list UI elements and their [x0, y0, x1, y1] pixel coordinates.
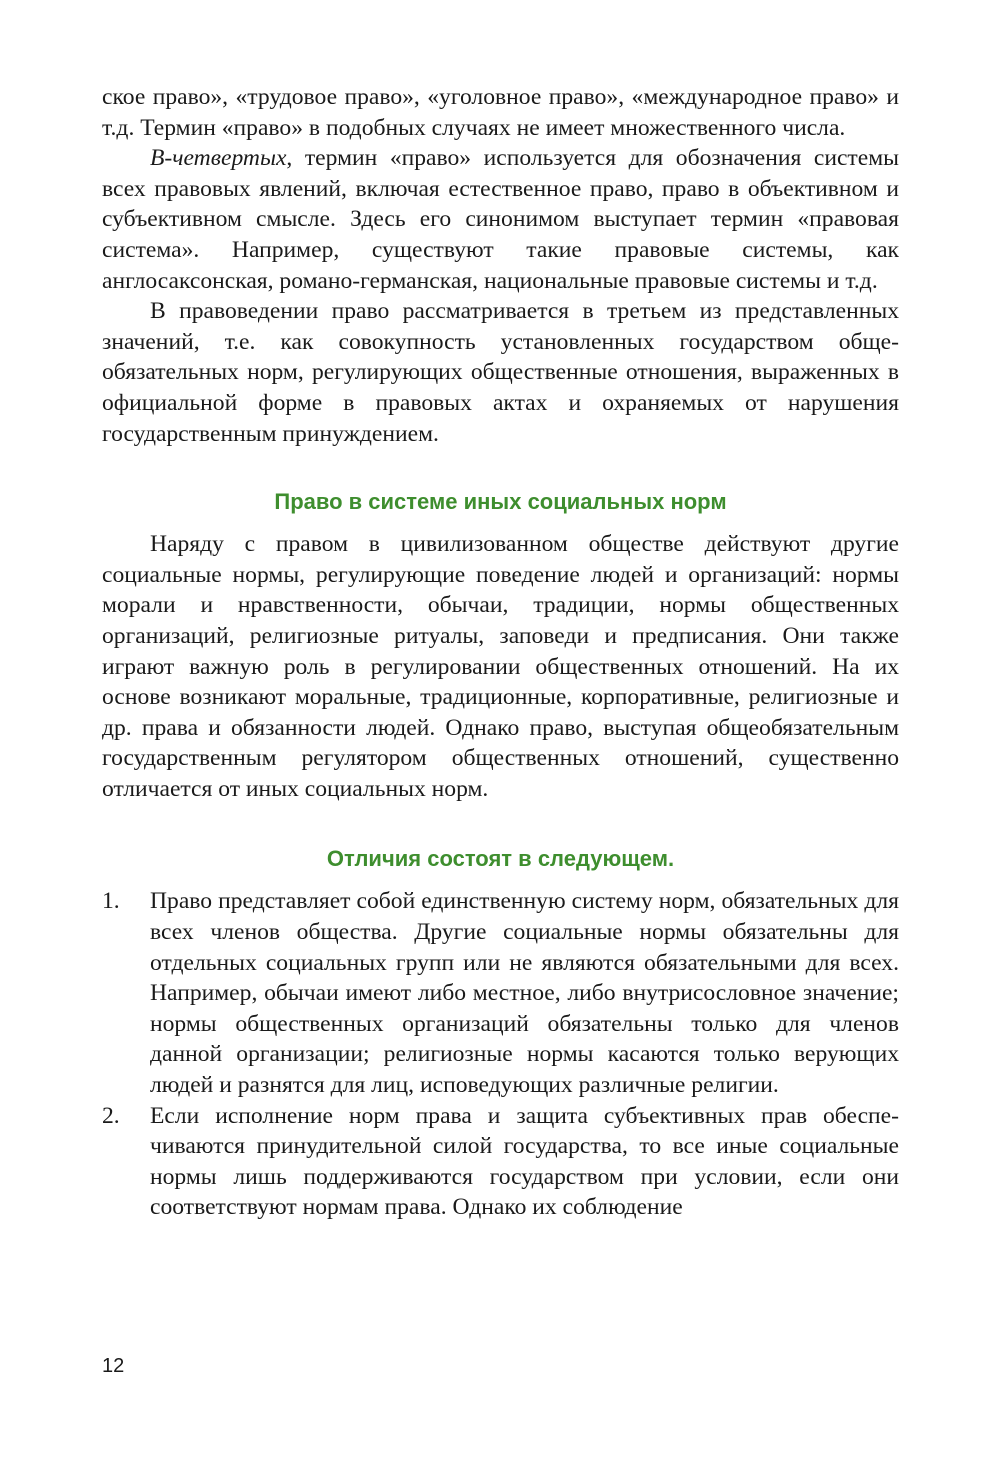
section-heading-differences: Отличия состоят в следующем.	[326, 846, 675, 872]
paragraph-text: , термин «право» используется для обозначения системы всех правовых явлений, включая естественное право, право в объективном и субъективном смысле. Здесь его синонимом выступает термин «правовая система». Например, существуют такие правовые системы, как англосаксонская, романо-германская, национальные правовые системы и т.д.	[102, 145, 899, 294]
paragraph-jurisprudence: В правоведении право рассматривается в третьем из представленных значений, т.е. как совокупность установленных государством общеобязательных норм, регулирующих общественные отношения, выраженных в официальной форме в правовых актах и охраняемых от нарушения государственным принуждением.	[102, 298, 899, 447]
paragraph-social-norms: Наряду с правом в цивилизованном обществе действуют другие социальные нормы, регулирующие поведение людей и организаций: нормы морали и нравственности, обычаи, традиции, нормы общественных организаций, религиозные ритуалы, заповеди и предписания. Они также играют важную роль в регулировании общественных отношений. На их основе возникают моральные, традиционные, корпоративные, религиозные и др. права и обязанности людей. Однако право, выступая общеобязательным государственным регулятором общественных отношений, существенно отличается от иных социальных норм.	[102, 531, 899, 802]
italic-term: В-четвертых	[150, 145, 287, 172]
page-number: 12	[102, 1355, 125, 1377]
page-content	[102, 82, 899, 1223]
list-item-number: 1.	[102, 888, 120, 915]
list-item-text: Право представляет собой единственную систему норм, обязательных для всех членов общества. Другие социальные нормы обязательны для отдельных социальных групп или не являются обязательными для всех. Например, обычаи имеют либо местное, либо внутрисословное значение; нормы общественных организаций обязательны только для членов данной организации; религиозные нормы касаются только верующих людей и разнятся для лиц, исповедующих различные религии.	[150, 888, 899, 1099]
section-heading-social-norms: Право в системе иных социальных норм	[274, 489, 727, 515]
list-item-text: Если исполнение норм права и защита субъективных прав обеспечиваются принудительной силой государства, то все иные социальные нормы лишь поддерживаются государством при условии, если они соответствуют нормам права. Однако их соблюдение	[150, 1102, 899, 1221]
list-item-number: 2.	[102, 1102, 120, 1129]
paragraph-continued: ское право», «трудовое право», «уголовное право», «международное право» и т.д. Термин «право» в подобных случаях не имеет множественного числа.	[102, 84, 899, 141]
list-item	[102, 1101, 899, 1223]
paragraph-fourth-meaning	[102, 143, 899, 296]
differences-list	[102, 886, 899, 1223]
list-item	[102, 886, 899, 1100]
